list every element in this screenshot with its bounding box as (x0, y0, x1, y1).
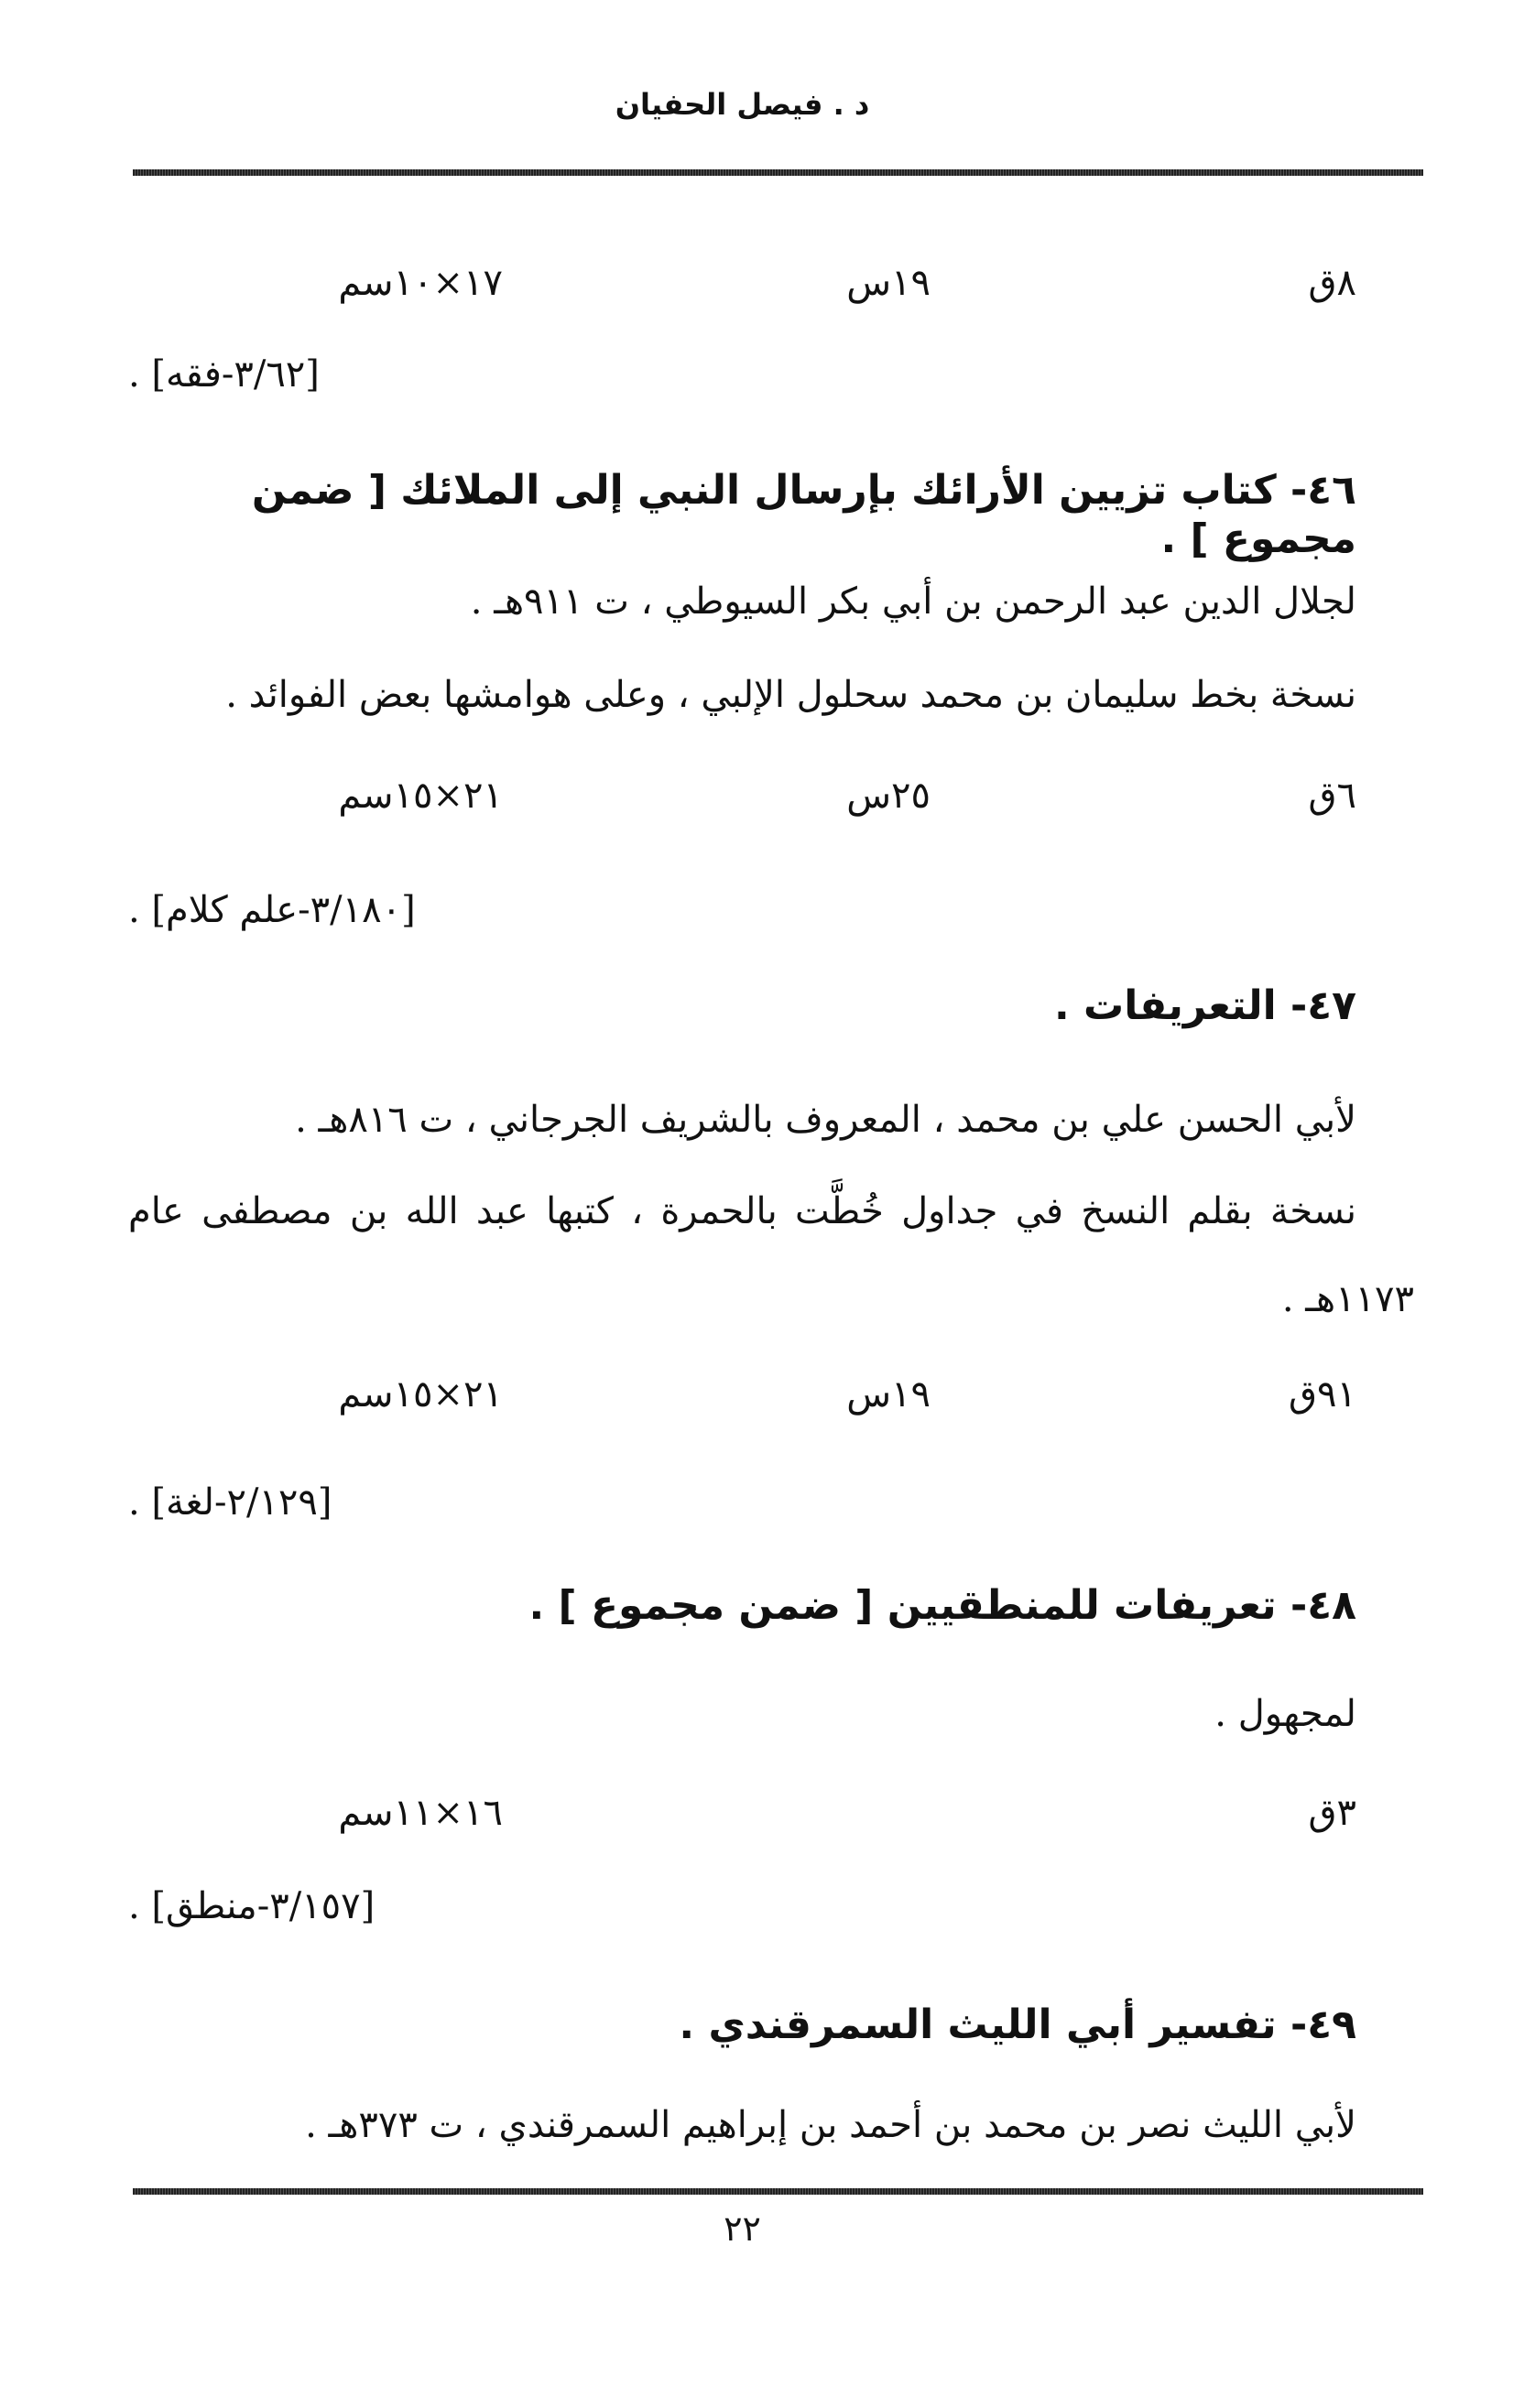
physical-description-row (128, 774, 1356, 888)
dimensions: ١٦×١١سم (338, 1792, 503, 1834)
dimensions: ٢١×١٥سم (338, 1373, 503, 1416)
top-rule (133, 169, 1423, 176)
page-number: ٢٢ (724, 2208, 761, 2249)
entry-author: لجلال الدين عبد الرحمن بن أبي بكر السيوطي ، ت ٩١١هـ . (470, 580, 1356, 623)
entry-note: نسخة بقلم النسخ في جداول خُطَّت بالحمرة ، كتبها عبد الله بن مصطفى عام (128, 1190, 1356, 1232)
shelf-reference: [٣/٦٢-فقه] . (128, 353, 320, 396)
leaves-count: ٦ق (1308, 775, 1356, 817)
entry-note-continued: ١١٧٣هـ . (1281, 1278, 1414, 1320)
lines-count: ١٩س (846, 1373, 931, 1416)
physical-description-row (128, 1791, 1356, 1884)
leaves-count: ٩١ق (1288, 1373, 1356, 1416)
leaves-count: ٣ق (1308, 1792, 1356, 1834)
physical-description-row (128, 1372, 1356, 1481)
entry-author: لأبي الليث نصر بن محمد بن أحمد بن إبراهيم السمرقندي ، ت ٣٧٣هـ . (305, 2104, 1356, 2146)
entry-note: نسخة بخط سليمان بن محمد سحلول الإلبي ، وعلى هوامشها بعض الفوائد . (225, 674, 1356, 716)
shelf-reference: [٣/١٨٠-علم كلام] . (128, 889, 416, 931)
lines-count: ٢٥س (846, 775, 931, 817)
entry-title: ٤٧- التعريفات . (1053, 982, 1356, 1029)
leaves-count: ٨ق (1308, 262, 1356, 304)
shelf-reference: [٣/١٥٧-منطق] . (128, 1885, 376, 1927)
dimensions: ٢١×١٥سم (338, 775, 503, 817)
shelf-reference: [٢/١٢٩-لغة] . (128, 1481, 332, 1524)
lines-count: ١٩س (846, 262, 931, 304)
entry-author: لمجهول . (1214, 1693, 1356, 1735)
entry-title: ٤٩- تفسير أبي الليث السمرقندي . (679, 2001, 1356, 2048)
dimensions: ١٧×١٠سم (338, 262, 503, 304)
entry-title: ٤٨- تعريفات للمنطقيين [ ضمن مجموع ] . (528, 1582, 1356, 1629)
entry-title: ٤٦- كتاب تزيين الأرائك بإرسال النبي إلى الملائك [ ضمن مجموع ] . (251, 467, 1356, 562)
lines-count-empty (503, 1791, 931, 1884)
entry-author: لأبي الحسن علي بن محمد ، المعروف بالشريف الجرجاني ، ت ٨١٦هـ . (295, 1099, 1356, 1141)
bottom-rule (133, 2188, 1423, 2195)
physical-description-row (128, 261, 1356, 353)
running-header: د . فيصل الحفيان (615, 87, 870, 122)
